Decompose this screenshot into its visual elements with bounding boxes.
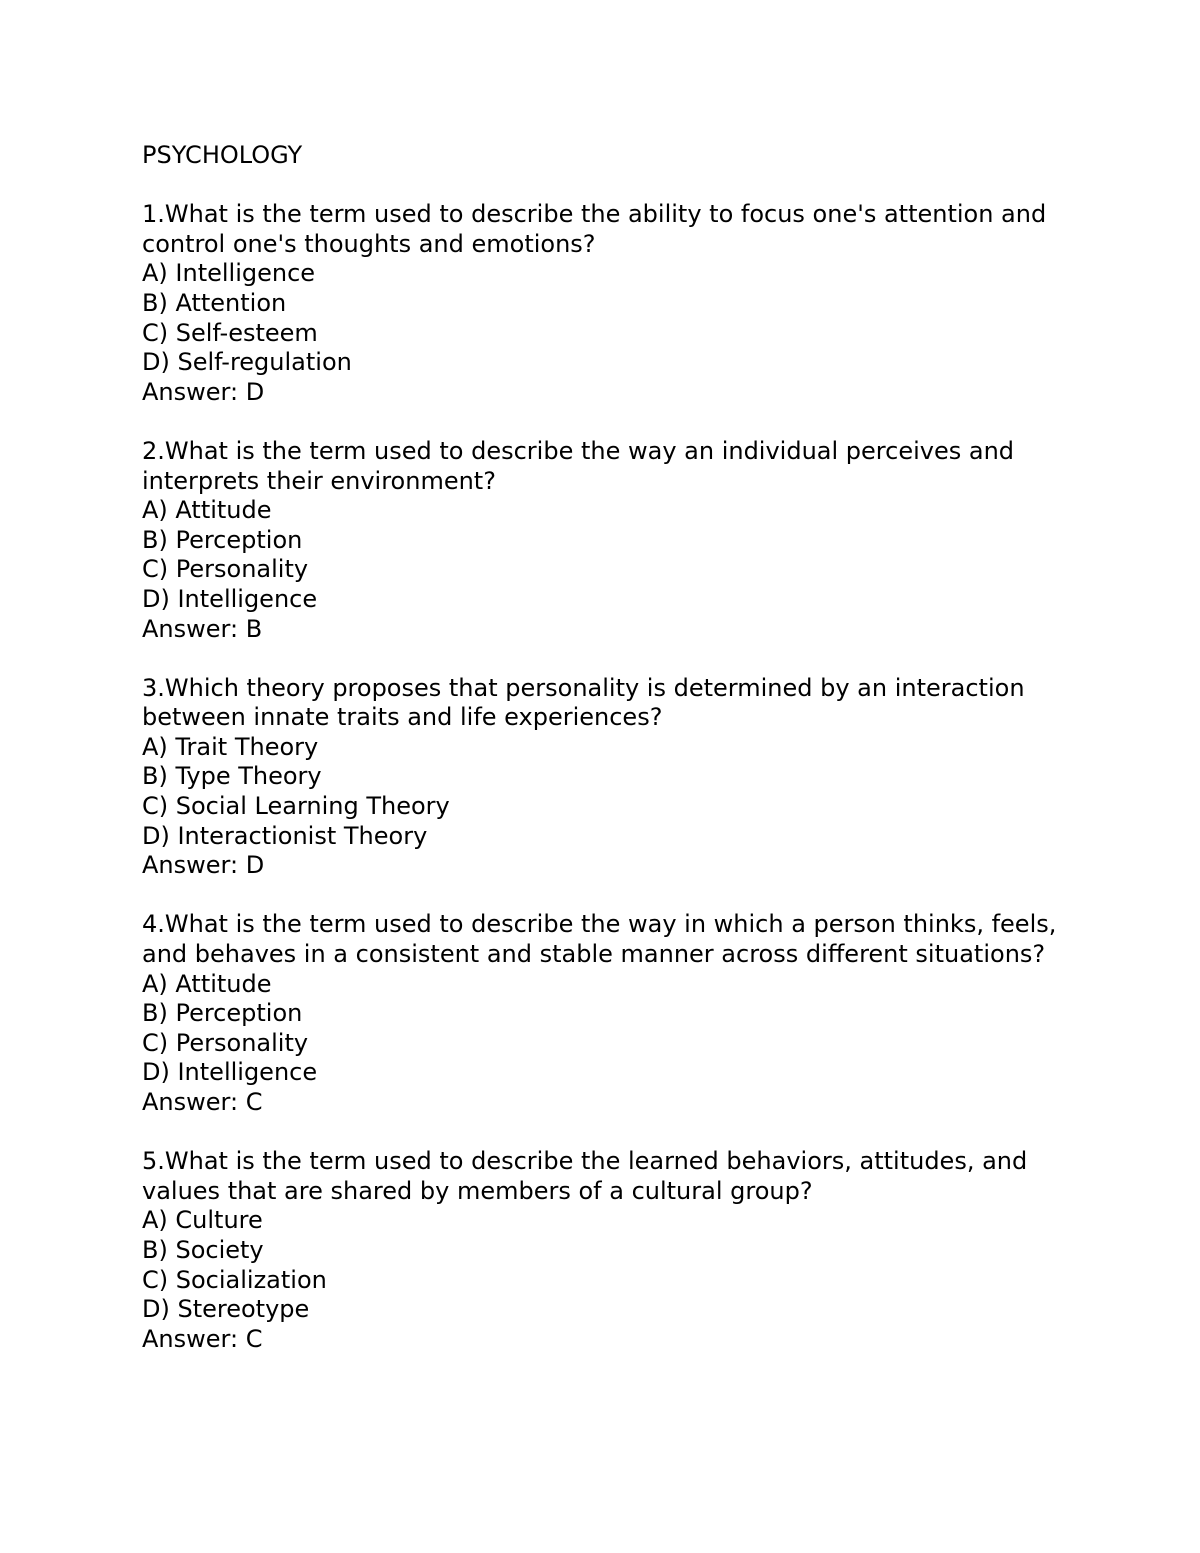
document-title: PSYCHOLOGY: [142, 141, 303, 169]
option-a: A) Intelligence: [142, 259, 316, 288]
option-b: B) Society: [142, 1235, 264, 1264]
option-a: A) Trait Theory: [142, 732, 319, 761]
option-c: C) Self-esteem: [142, 318, 318, 347]
option-b: B) Attention: [142, 288, 287, 317]
answer-line: Answer: C: [142, 1324, 263, 1353]
option-d: D) Intelligence: [142, 584, 318, 613]
question-3: [142, 674, 1102, 881]
option-list: [142, 733, 1102, 851]
option-d: D) Self-regulation: [142, 348, 352, 377]
question-2: [142, 437, 1102, 644]
question-text: 2.What is the term used to describe the way an individual perceives and interprets their environment?: [142, 436, 1015, 495]
document-page: [142, 141, 1102, 1384]
question-1: [142, 200, 1102, 407]
question-5: [142, 1147, 1102, 1354]
option-c: C) Personality: [142, 555, 309, 584]
option-list: [142, 496, 1102, 614]
option-c: C) Social Learning Theory: [142, 792, 450, 821]
answer-line: Answer: C: [142, 1088, 263, 1116]
option-d: D) Intelligence: [142, 1058, 318, 1087]
option-a: A) Attitude: [142, 969, 272, 998]
answer-line: Answer: D: [142, 851, 265, 880]
question-text: 3.Which theory proposes that personality is determined by an interaction between innate traits and life experiences?: [142, 673, 1025, 732]
option-d: D) Interactionist Theory: [142, 821, 428, 850]
question-text: 5.What is the term used to describe the learned behaviors, attitudes, and values that are shared by members of a cultural group?: [142, 1147, 1028, 1205]
answer-line: Answer: D: [142, 377, 265, 406]
option-b: B) Perception: [142, 525, 303, 554]
option-c: C) Personality: [142, 1028, 309, 1057]
option-a: A) Attitude: [142, 496, 272, 525]
question-text: 1.What is the term used to describe the ability to focus one's attention and control one's thoughts and emotions?: [142, 200, 1047, 258]
option-list: [142, 970, 1102, 1088]
option-d: D) Stereotype: [142, 1295, 310, 1324]
option-a: A) Culture: [142, 1206, 263, 1235]
option-b: B) Type Theory: [142, 762, 322, 791]
question-4: [142, 910, 1102, 1117]
option-b: B) Perception: [142, 999, 303, 1028]
option-list: [142, 259, 1102, 377]
answer-line: Answer: B: [142, 614, 263, 643]
question-text: 4.What is the term used to describe the way in which a person thinks, feels, and behaves in a consistent and stable manner across different situations?: [142, 910, 1057, 969]
option-list: [142, 1206, 1102, 1324]
option-c: C) Socialization: [142, 1265, 327, 1294]
